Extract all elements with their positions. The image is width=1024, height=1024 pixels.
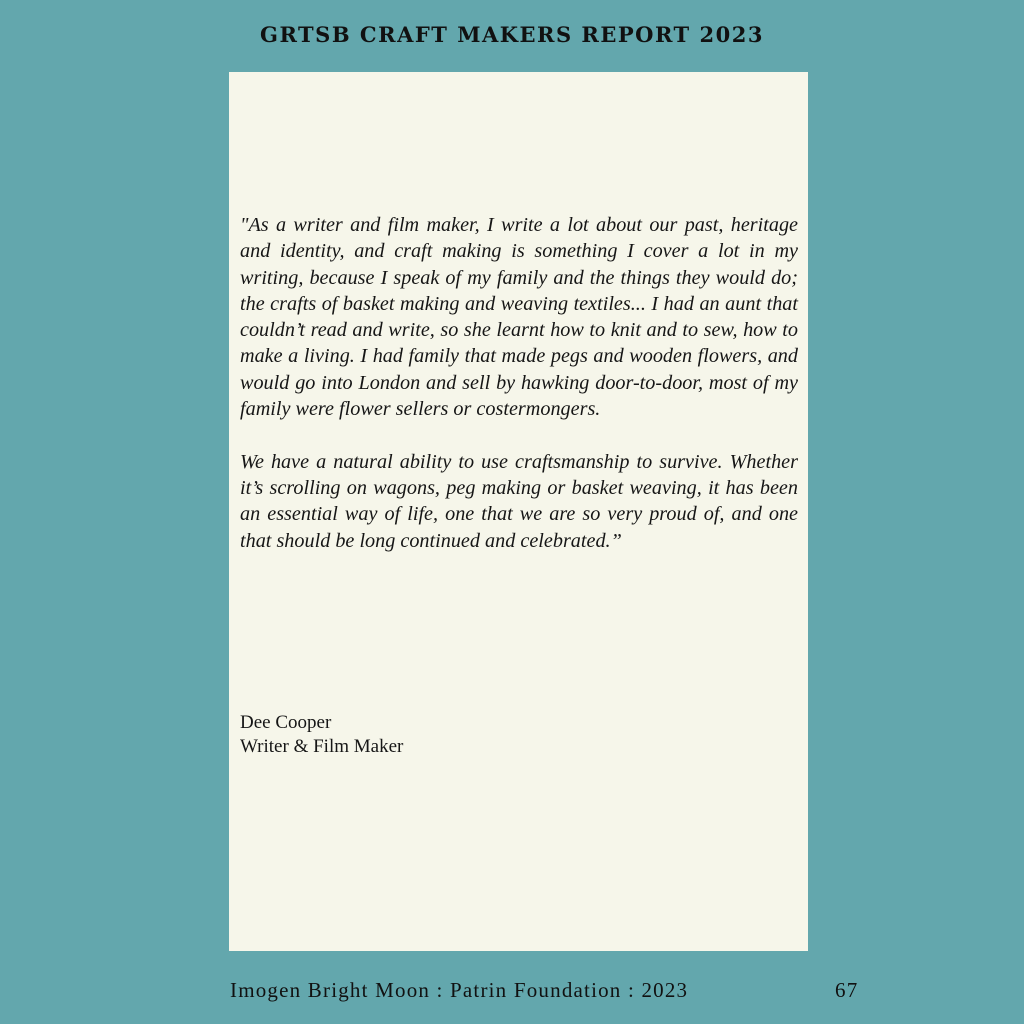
quote-paragraph: We have a natural ability to use craftsmanship to survive. Whether it’s scrolling on wagons, peg making or basket weaving, it has been an essential way of life, one that we are so very proud of, and one that should be long continued and celebrated.” — [240, 450, 798, 552]
author-name: Dee Cooper — [240, 712, 332, 733]
quote-paragraph: "As a writer and film maker, I write a lot about our past, heritage and identity, and craft making is something I cover a lot in my writing, because I speak of my family and the things they would do; the crafts of basket making and weaving textiles... I had an aunt that couldn’t read and write, so she learnt how to knit and to sew, how to make a living. I had family that made pegs and wooden flowers, and would go into London and sell by hawking door-to-door, most of my family were flower sellers or costermongers. — [240, 214, 798, 421]
footer-credit: Imogen Bright Moon : Patrin Foundation : 2023 — [230, 978, 689, 1002]
author-role: Writer & Film Maker — [240, 736, 404, 757]
page-number: 67 — [835, 978, 859, 1002]
quote-block — [240, 212, 798, 554]
attribution — [240, 711, 403, 759]
report-title: GRTSB CRAFT MAKERS REPORT 2023 — [260, 22, 764, 47]
footer — [0, 978, 1024, 1006]
quote-page — [229, 72, 808, 951]
